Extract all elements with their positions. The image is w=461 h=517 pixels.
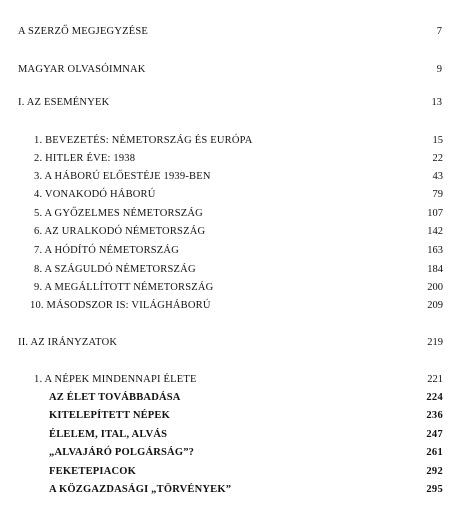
toc-chapter-title: 8. A SZÁGULDÓ NÉMETORSZÁG xyxy=(34,264,196,275)
toc-entry-title: II. AZ IRÁNYZATOK xyxy=(18,337,118,348)
toc-subsection xyxy=(49,445,443,461)
toc-subsection-page: 261 xyxy=(426,447,443,458)
toc-chapter-title: 7. A HÓDÍTÓ NÉMETORSZÁG xyxy=(34,245,179,256)
toc-entry-title: A SZERZŐ MEGJEGYZÉSE xyxy=(18,26,148,37)
toc-chapter-title: 5. A GYŐZELMES NÉMETORSZÁG xyxy=(34,208,203,219)
toc-chapter xyxy=(34,262,443,278)
toc-chapter xyxy=(34,133,443,149)
toc-subsection xyxy=(49,390,443,406)
toc-subsection-page: 236 xyxy=(426,410,443,421)
toc-chapter-page: 15 xyxy=(432,135,443,146)
toc-chapter-title: 2. HITLER ÉVE: 1938 xyxy=(34,153,136,164)
toc-subsection-title: FEKETEPIACOK xyxy=(49,466,136,477)
toc-entry xyxy=(18,24,442,40)
toc-entry-page: 7 xyxy=(436,26,442,37)
toc-chapter-page: 142 xyxy=(427,226,443,237)
toc-entry-title: I. AZ ESEMÉNYEK xyxy=(18,97,110,108)
toc-subsection-page: 224 xyxy=(426,392,443,403)
toc-chapter-title: 4. VONAKODÓ HÁBORÚ xyxy=(34,189,156,200)
toc-chapter-page: 184 xyxy=(427,264,443,275)
toc-subsection-title: AZ ÉLET TOVÁBBADÁSA xyxy=(49,392,181,403)
toc-subsection xyxy=(49,482,443,498)
toc-entry-page: 13 xyxy=(431,97,442,108)
toc-entry-page: 9 xyxy=(436,64,442,75)
toc-chapter-page: 107 xyxy=(427,208,443,219)
toc-entry-title: MAGYAR OLVASÓIMNAK xyxy=(18,64,146,75)
toc-subsection-page: 295 xyxy=(426,484,443,495)
toc-chapter-page: 22 xyxy=(432,153,443,164)
toc-chapter-page: 200 xyxy=(427,282,443,293)
toc-chapter xyxy=(34,187,443,203)
toc-chapter-page: 221 xyxy=(427,374,443,385)
toc-chapter-title: 9. A MEGÁLLÍTOTT NÉMETORSZÁG xyxy=(34,282,214,293)
toc-chapter-title: 1. A NÉPEK MINDENNAPI ÉLETE xyxy=(34,374,197,385)
toc-entry xyxy=(18,62,442,78)
toc-subsection-page: 247 xyxy=(426,429,443,440)
toc-chapter-page: 79 xyxy=(432,189,443,200)
toc-subsection-title: „ALVAJÁRÓ POLGÁRSÁG”? xyxy=(49,447,195,458)
toc-subsection-page: 292 xyxy=(426,466,443,477)
toc-chapter-page: 43 xyxy=(432,171,443,182)
toc-subsection-title: A KÖZGAZDASÁGI „TÖRVÉNYEK” xyxy=(49,484,232,495)
toc-subsection xyxy=(49,464,443,480)
toc-subsection xyxy=(49,427,443,443)
toc-chapter-title: 1. BEVEZETÉS: NÉMETORSZÁG ÉS EURÓPA xyxy=(34,135,253,146)
toc-chapter xyxy=(34,151,443,167)
toc-chapter xyxy=(30,298,443,314)
toc-chapter xyxy=(34,280,443,296)
toc-entry xyxy=(18,95,442,111)
toc-chapter-page: 163 xyxy=(427,245,443,256)
toc-chapter xyxy=(34,243,443,259)
toc-chapter xyxy=(34,169,443,185)
toc-chapter xyxy=(34,206,443,222)
toc-entry-page: 219 xyxy=(427,337,443,348)
toc-subsection-title: KITELEPÍTETT NÉPEK xyxy=(49,410,170,421)
toc-subsection xyxy=(49,408,443,424)
toc-chapter xyxy=(34,224,443,240)
toc-chapter-title: 6. AZ URALKODÓ NÉMETORSZÁG xyxy=(34,226,206,237)
toc-chapter-title: 10. MÁSODSZOR IS: VILÁGHÁBORÚ xyxy=(30,300,211,311)
toc-subsection-title: ÉLELEM, ITAL, ALVÁS xyxy=(49,429,168,440)
toc-chapter xyxy=(34,372,443,388)
toc-chapter-title: 3. A HÁBORÚ ELŐESTÉJE 1939-BEN xyxy=(34,171,211,182)
toc-entry xyxy=(18,335,443,351)
toc-chapter-page: 209 xyxy=(427,300,443,311)
